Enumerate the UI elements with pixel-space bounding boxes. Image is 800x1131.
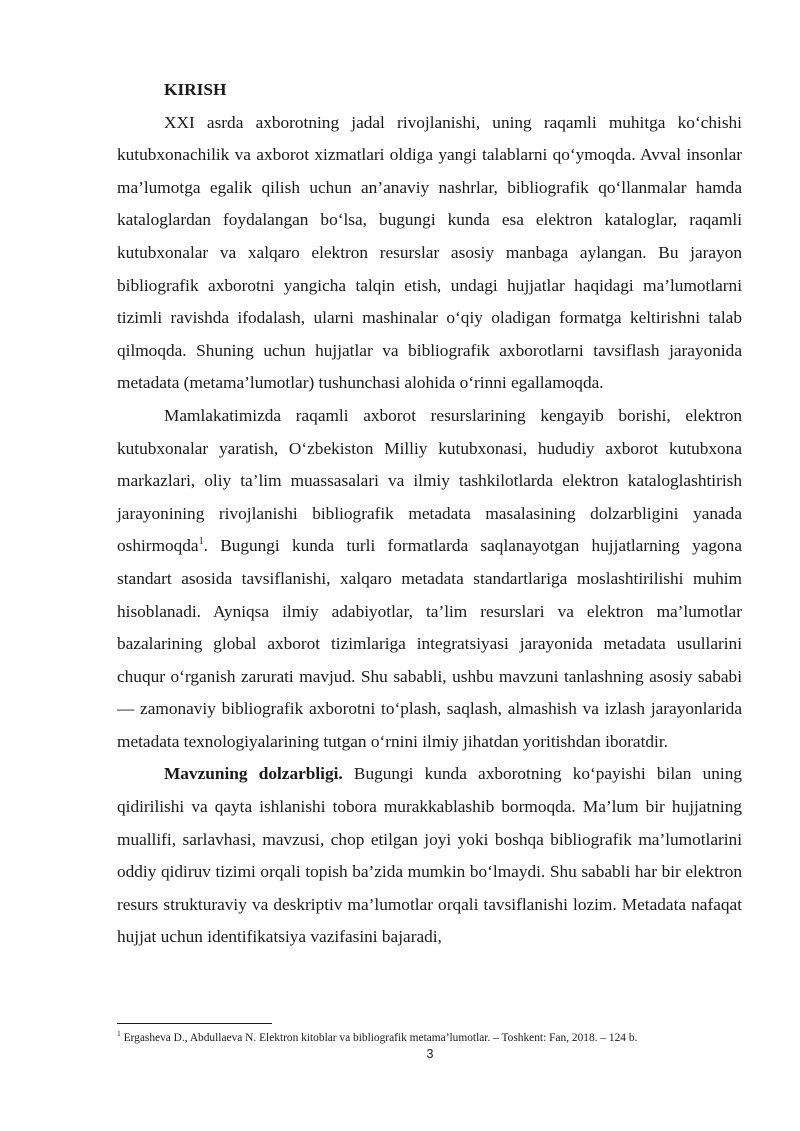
document-body (117, 74, 742, 954)
page-number: 3 (426, 1047, 434, 1061)
footnote (117, 1031, 757, 1045)
paragraph-intro: XXI asrda axborotning jadal rivojlanishi, uning raqamli muhitga ko‘chishi kutubxonachilik va axborot xizmatlari oldiga yangi talablarni qo‘ymoqda. Avval insonlar ma’lumotga egalik qilish uchun an’anaviy nashrlar, bibliografik qo‘llanmalar hamda kataloglardan foydalangan bo‘lsa, bugungi kunda esa elektron kataloglar, raqamli kutubxonalar va xalqaro elektron resurslar asosiy manbaga aylangan. Bu jarayon bibliografik axborotni yangicha talqin etish, undagi hujjatlar haqidagi ma’lumotlarni tizimli ravishda ifodalash, ularni mashinalar o‘qiy oladigan formatga keltirishni talab qilmoqda. Shuning uchun hujjatlar va bibliografik axborotlarni tavsiflash jarayonida metadata (metama’lumotlar) tushunchasi alohida o‘rinni egallamoqda. (117, 112, 742, 393)
paragraph-lead-bold: Mavzuning dolzarbligi. (164, 764, 343, 784)
paragraph-text-before-footnote: Mamlakatimizda raqamli axborot resurslarining kengayib borishi, elektron kutubxonalar yaratish, O‘zbekiston Milliy kutubxonasi, hududiy axborot kutubxona markazlari, oliy ta’lim muassasalari va ilmiy tashkilotlarda elektron kataloglashtirish jarayonining rivojlanishi bibliografik metadata masalasining dolzarbligini yanada oshirmoqda (117, 405, 742, 556)
section-heading: KIRISH (164, 80, 227, 99)
paragraph-relevance-text: Bugungi kunda axborotning ko‘payishi bilan uning qidirilishi va qayta ishlanishi tobora murakkablashib bormoqda. Ma’lum bir hujjatning muallifi, sarlavhasi, mavzusi, chop etilgan joyi yoki boshqa bibliografik ma’lumotlarini oddiy qidiruv tizimi orqali topish ba’zida mumkin bo‘lmaydi. Shu sababli har bir elektron resurs strukturaviy va deskriptiv ma’lumotlar orqali tavsiflanishi lozim. Metadata nafaqat hujjat uchun identifikatsiya vazifasini bajaradi, (117, 764, 742, 947)
paragraph-relevance (117, 758, 742, 954)
paragraph-national-resources (117, 400, 742, 759)
footnote-separator (117, 1023, 272, 1024)
footnote-reference[interactable]: 1 (198, 536, 204, 548)
footnote-text: Ergasheva D., Abdullaeva N. Elektron kitoblar va bibliografik metama’lumotlar. – Toshkent: Fan, 2018. – 124 b. (120, 1032, 638, 1044)
footnote-number: 1 (117, 1029, 121, 1039)
paragraph-text-after-footnote: . Bugungi kunda turli formatlarda saqlanayotgan hujjatlarning yagona standart asosida tavsiflanishi, xalqaro metadata standartlariga moslashtirilishi muhim hisoblanadi. Ayniqsa ilmiy adabiyotlar, ta’lim resurslari va elektron ma’lumotlar bazalarining global axborot tizimlariga integratsiyasi jarayonida metadata usullarini chuqur o‘rganish zarurati mavjud. Shu sababli, ushbu mavzuni tanlashning asosiy sababi — zamonaviy bibliografik axborotni to‘plash, saqlash, almashish va izlash jarayonlarida metadata texnologiyalarining tutgan o‘rnini ilmiy jihatdan yoritishdan iboratdir. (117, 536, 742, 751)
